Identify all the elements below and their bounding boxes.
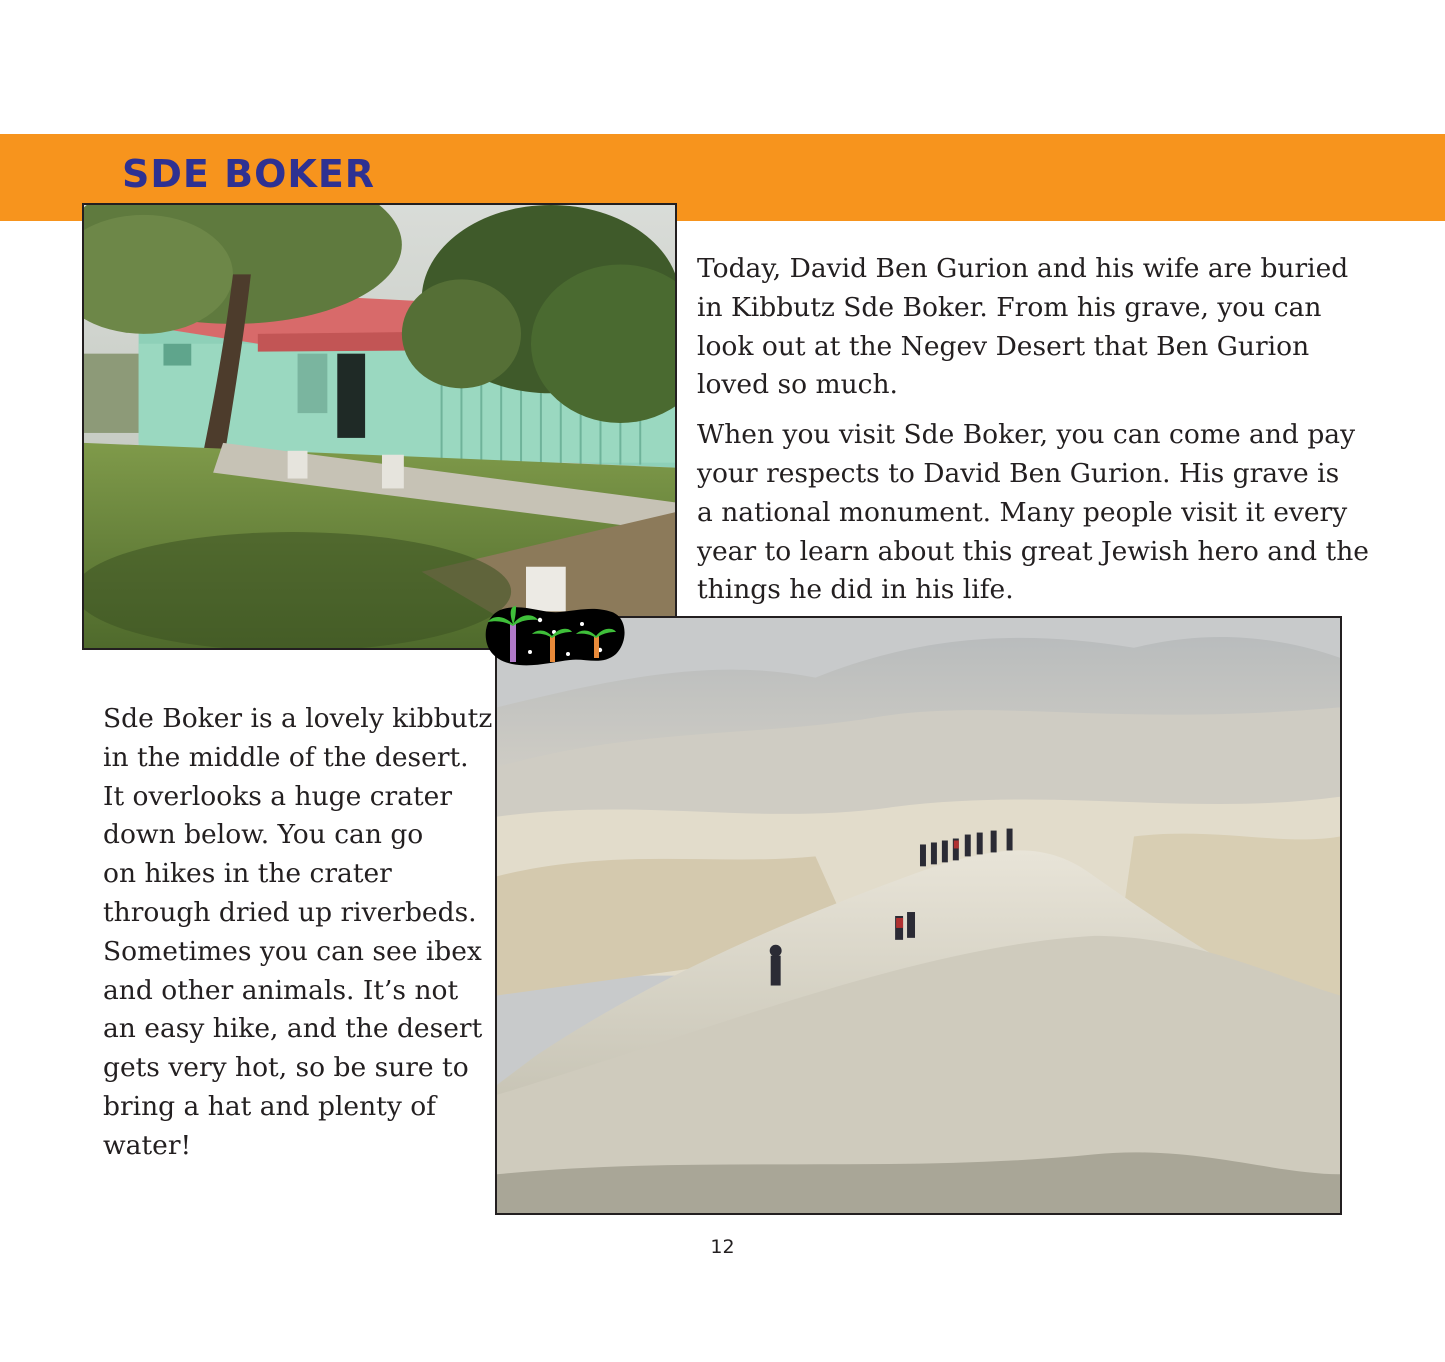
kibbutz-house-illustration xyxy=(84,205,675,648)
text-line: your respects to David Ben Gurion. His grave is xyxy=(697,457,1340,489)
text-line: through dried up riverbeds. xyxy=(103,896,477,928)
paragraph-ben-gurion-grave xyxy=(697,250,1357,405)
text-line: things he did in his life. xyxy=(697,574,1014,606)
text-line: Today, David Ben Gurion and his wife are buried xyxy=(697,253,1349,284)
text-line: on hikes in the crater xyxy=(103,858,392,890)
text-line: and other animals. It’s not xyxy=(103,974,459,1006)
page-title: SDE BOKER xyxy=(122,152,376,196)
desert-hike-illustration xyxy=(497,618,1340,1213)
left-text-column xyxy=(103,700,493,1166)
text-line: Sde Boker is a lovely kibbutz xyxy=(103,703,493,734)
kibbutz-house-photo xyxy=(82,203,677,650)
text-line: water! xyxy=(103,1129,192,1161)
text-line: Sometimes you can see ibex xyxy=(103,935,482,967)
text-line: look out at the Negev Desert that Ben Gurion xyxy=(697,330,1310,362)
paragraph-kibbutz-desert xyxy=(103,700,493,1166)
right-text-column xyxy=(697,250,1369,610)
text-line: in the middle of the desert. xyxy=(103,741,469,773)
text-line: bring a hat and plenty of xyxy=(103,1090,436,1122)
text-line: gets very hot, so be sure to xyxy=(103,1052,469,1084)
paragraph-visit-sde-boker xyxy=(697,416,1369,610)
desert-hike-photo xyxy=(495,616,1342,1215)
text-line: year to learn about this great Jewish hero and the xyxy=(697,535,1369,567)
text-line: down below. You can go xyxy=(103,819,424,851)
text-line: loved so much. xyxy=(697,369,898,401)
text-line: It overlooks a huge crater xyxy=(103,780,453,812)
text-line: a national monument. Many people visit it every xyxy=(697,496,1348,528)
text-line: an easy hike, and the desert xyxy=(103,1013,483,1045)
text-line: When you visit Sde Boker, you can come and pay xyxy=(697,419,1356,451)
page-number: 12 xyxy=(710,1236,735,1258)
text-line: in Kibbutz Sde Boker. From his grave, you can xyxy=(697,291,1322,323)
palm-trees-icon xyxy=(482,602,628,668)
